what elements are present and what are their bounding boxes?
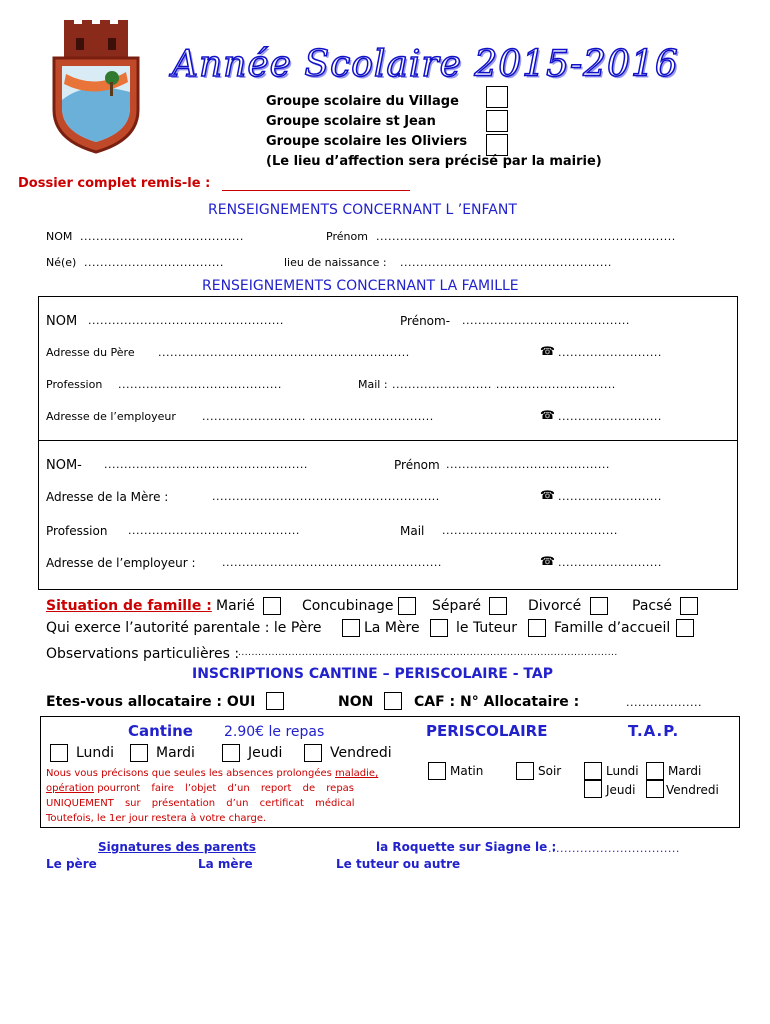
pere-nom-label: NOM (46, 314, 78, 329)
pere-mail-label: Mail : (358, 378, 388, 391)
autorite-tuteur-checkbox[interactable] (528, 619, 546, 637)
cantine-lundi-checkbox[interactable] (50, 744, 68, 762)
mere-adresse-field[interactable]: ......................................................... (212, 490, 440, 503)
pere-prenom-field[interactable]: .......................................... (462, 314, 630, 327)
tap-vendredi-checkbox[interactable] (646, 780, 664, 798)
family-divider (38, 440, 738, 441)
autorite-pere-checkbox[interactable] (342, 619, 360, 637)
child-heading: RENSEIGNEMENTS CONCERNANT L ’ENFANT (208, 202, 517, 218)
situation-separe-checkbox[interactable] (489, 597, 507, 615)
signature-tuteur-label: Le tuteur ou autre (336, 857, 461, 871)
situation-divorce-label: Divorcé (528, 598, 582, 614)
child-prenom-field[interactable]: ........................................................................... (376, 230, 676, 243)
allocataire-non-checkbox[interactable] (384, 692, 402, 710)
group-oliviers-checkbox[interactable] (486, 134, 508, 156)
periscolaire-soir-checkbox[interactable] (516, 762, 534, 780)
group-stjean-label: Groupe scolaire st Jean (266, 114, 436, 129)
pere-profession-field[interactable]: ......................................... (118, 378, 282, 391)
pere-mail-field[interactable]: ......................... .............................. (392, 378, 616, 391)
autorite-mere-checkbox[interactable] (430, 619, 448, 637)
situation-separe-label: Séparé (432, 598, 482, 614)
cantine-mardi-label: Mardi (156, 745, 195, 761)
child-lieu-field[interactable]: ..................................................... (400, 256, 612, 269)
mere-employeur-label: Adresse de l’employeur : (46, 556, 196, 570)
note-maladie: maladie, (335, 768, 379, 779)
mere-phone-field[interactable]: .......................... (558, 490, 662, 503)
signature-lieu-label: la Roquette sur Siagne le : (376, 840, 557, 854)
signature-mere-label: La mère (198, 857, 253, 871)
pere-profession-label: Profession (46, 378, 103, 391)
mere-prenom-label: Prénom (394, 458, 440, 472)
tap-mardi-checkbox[interactable] (646, 762, 664, 780)
signature-date-field[interactable]: ................................. (548, 842, 680, 855)
pere-adresse-label: Adresse du Père (46, 346, 135, 359)
phone-icon: ☎ (540, 554, 555, 568)
pere-prenom-label: Prénom- (400, 314, 451, 328)
autorite-famille-label: Famille d’accueil (554, 620, 671, 636)
autorite-label: Qui exerce l’autorité parentale : le Père (46, 620, 322, 636)
situation-row (46, 598, 212, 614)
child-lieu-label: lieu de naissance : (284, 256, 387, 269)
situation-label: Situation de famille : (46, 598, 212, 614)
cantine-lundi-label: Lundi (76, 745, 115, 761)
group-stjean-checkbox[interactable] (486, 110, 508, 132)
caf-field[interactable]: ................... (626, 696, 702, 709)
phone-icon: ☎ (540, 344, 555, 358)
page-title: Année Scolaire 2015-2016 (172, 44, 679, 85)
tap-jeudi-label: Jeudi (606, 783, 636, 797)
allocataire-label: Etes-vous allocataire : OUI (46, 694, 256, 710)
group-note: (Le lieu d’affection sera précisé par la mairie) (266, 154, 602, 169)
situation-pacse-checkbox[interactable] (680, 597, 698, 615)
autorite-tuteur-label: le Tuteur (456, 620, 517, 636)
situation-concubinage-label: Concubinage (302, 598, 394, 614)
tap-mardi-label: Mardi (668, 764, 702, 778)
note-operation: opération (46, 783, 95, 794)
family-box (38, 296, 738, 590)
cantine-vendredi-checkbox[interactable] (304, 744, 322, 762)
signatures-heading: Signatures des parents (98, 840, 256, 854)
tap-vendredi-label: Vendredi (666, 783, 719, 797)
child-prenom-label: Prénom (326, 230, 368, 243)
mere-mail-label: Mail (400, 524, 425, 538)
note-text: UNIQUEMENT sur présentation d’un certificat médical (46, 798, 355, 809)
situation-divorce-checkbox[interactable] (590, 597, 608, 615)
situation-marie-label: Marié (216, 598, 255, 614)
periscolaire-matin-checkbox[interactable] (428, 762, 446, 780)
situation-pacse-label: Pacsé (632, 598, 672, 614)
note-text: pourront faire l’objet d’un report de repas (97, 783, 355, 794)
tap-lundi-checkbox[interactable] (584, 762, 602, 780)
pere-nom-field[interactable]: ................................................. (88, 314, 284, 327)
pere-emp-phone-field[interactable]: .......................... (558, 410, 662, 423)
situation-marie-checkbox[interactable] (263, 597, 281, 615)
autorite-famille-checkbox[interactable] (676, 619, 694, 637)
phone-icon: ☎ (540, 408, 555, 422)
child-nom-label: NOM (46, 230, 73, 243)
child-nee-field[interactable]: ................................... (84, 256, 224, 269)
autorite-mere-label: La Mère (364, 620, 420, 636)
group-village-checkbox[interactable] (486, 86, 508, 108)
group-oliviers-label: Groupe scolaire les Oliviers (266, 134, 468, 149)
cantine-jeudi-checkbox[interactable] (222, 744, 240, 762)
note-text: Nous vous précisons que seules les absences prolongées (46, 768, 332, 779)
pere-employeur-field[interactable]: .......................... ............................... (202, 410, 434, 423)
mere-prenom-field[interactable]: ......................................... (446, 458, 610, 471)
tap-jeudi-checkbox[interactable] (584, 780, 602, 798)
allocataire-non-label: NON (338, 694, 374, 710)
child-nom-field[interactable]: ......................................... (80, 230, 244, 243)
dossier-label: Dossier complet remis-le : (18, 176, 211, 191)
pere-phone-field[interactable]: .......................... (558, 346, 662, 359)
mere-profession-label: Profession (46, 524, 108, 538)
observations-label: Observations particulières : (46, 646, 240, 662)
signature-pere-label: Le père (46, 857, 97, 871)
cantine-title: Cantine (128, 722, 193, 740)
inscriptions-heading: INSCRIPTIONS CANTINE – PERISCOLAIRE - TAP (192, 666, 553, 682)
periscolaire-matin-label: Matin (450, 764, 484, 778)
mere-adresse-label: Adresse de la Mère : (46, 490, 169, 504)
mere-employeur-field[interactable]: ....................................................... (222, 556, 442, 569)
pere-employeur-label: Adresse de l’employeur (46, 410, 176, 423)
tap-title: T.A.P. (628, 722, 680, 740)
phone-icon: ☎ (540, 488, 555, 502)
periscolaire-title: PERISCOLAIRE (426, 722, 548, 740)
periscolaire-soir-label: Soir (538, 764, 562, 778)
observations-field[interactable]: ................................................................................................................. (238, 648, 618, 658)
mere-emp-phone-field[interactable]: .......................... (558, 556, 662, 569)
group-village-label: Groupe scolaire du Village (266, 94, 459, 109)
mere-nom-field[interactable]: ................................................... (104, 458, 308, 471)
pere-adresse-field[interactable]: ............................................................... (158, 346, 410, 359)
mere-nom-label: NOM- (46, 458, 82, 473)
mere-mail-field[interactable]: ............................................ (442, 524, 618, 537)
cantine-jeudi-label: Jeudi (248, 745, 283, 761)
cantine-note (46, 766, 378, 826)
family-heading: RENSEIGNEMENTS CONCERNANT LA FAMILLE (202, 278, 519, 294)
tap-lundi-label: Lundi (606, 764, 639, 778)
caf-label: CAF : N° Allocataire : (414, 694, 580, 710)
cantine-vendredi-label: Vendredi (330, 745, 392, 761)
crest-logo (46, 20, 146, 155)
situation-concubinage-checkbox[interactable] (398, 597, 416, 615)
allocataire-oui-checkbox[interactable] (266, 692, 284, 710)
mere-profession-field[interactable]: ........................................... (128, 524, 300, 537)
child-nee-label: Né(e) (46, 256, 77, 269)
note-text: Toutefois, le 1er jour restera à votre charge. (46, 813, 267, 824)
cantine-mardi-checkbox[interactable] (130, 744, 148, 762)
dossier-date-line[interactable] (222, 190, 410, 191)
cantine-price: 2.90€ le repas (224, 724, 325, 740)
